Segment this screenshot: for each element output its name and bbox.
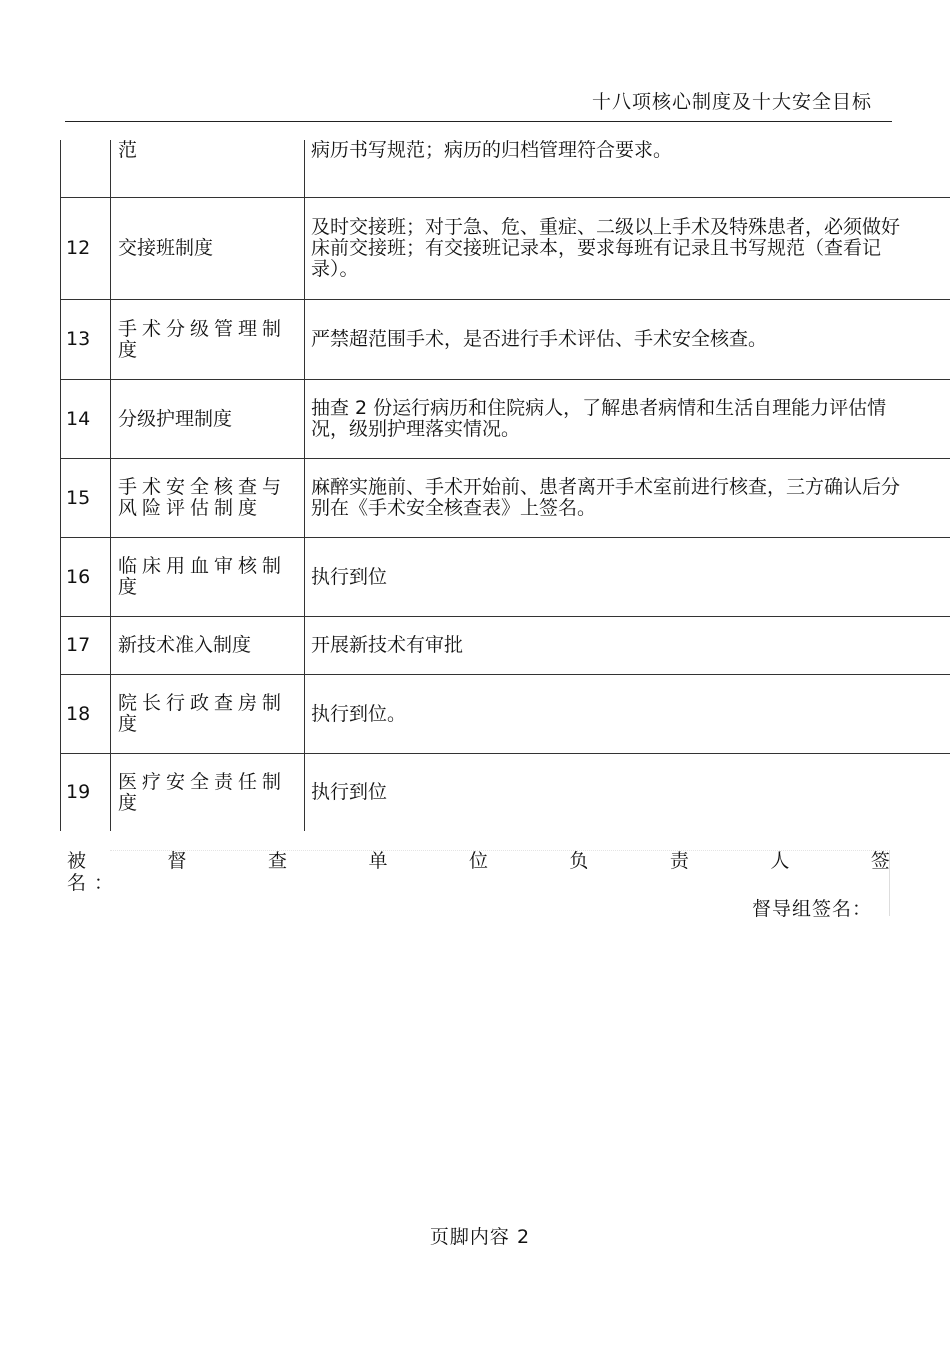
row-number: 12	[66, 237, 91, 259]
table-row	[60, 459, 950, 538]
signature-label-char: 负	[569, 850, 590, 872]
regulation-name: 交接班制度	[118, 237, 214, 259]
table-row	[60, 300, 950, 380]
regulation-name: 手术安全核查与风险评估制度	[118, 476, 287, 519]
table-row	[60, 130, 950, 198]
signature-label-char: 签	[870, 850, 891, 872]
signature-label-char: 位	[468, 850, 489, 872]
signature-label-char: 责	[669, 850, 690, 872]
regulation-requirement: 病历书写规范；病历的归档管理符合要求。	[311, 139, 673, 161]
regulation-requirement: 麻醉实施前、手术开始前、患者离开手术室前进行核查，三方确认后分别在《手术安全核查表》上签名。	[311, 476, 901, 519]
signature-label-char: 查	[267, 850, 288, 872]
table-row	[60, 675, 950, 754]
row-number: 17	[66, 634, 91, 656]
table-row	[60, 754, 950, 831]
regulation-name: 院长行政查房制度	[118, 692, 287, 735]
table-row	[60, 538, 950, 617]
row-number: 16	[66, 565, 91, 588]
table-row	[60, 617, 950, 675]
row-number: 19	[66, 781, 91, 803]
page-header-title: 十八项核心制度及十大安全目标	[591, 91, 872, 113]
regulation-name: 医疗安全责任制度	[118, 770, 287, 814]
regulation-requirement: 抽查 2 份运行病历和住院病人，了解患者病情和生活自理能力评估情况，级别护理落实情况。	[311, 397, 887, 440]
header-divider	[65, 121, 892, 122]
table-row	[60, 380, 950, 459]
row-number: 14	[66, 407, 91, 430]
row-number	[66, 130, 110, 207]
table-row	[60, 198, 950, 300]
regulation-name: 新技术准入制度	[118, 634, 252, 656]
signature-label-char: 单	[368, 850, 389, 872]
signature-label-char: 被	[67, 850, 88, 872]
regulation-name: 分级护理制度	[118, 407, 233, 430]
regulation-requirement: 执行到位	[311, 781, 388, 803]
signature-label-char: 人	[770, 850, 791, 872]
regulation-requirement: 及时交接班；对于急、危、重症、二级以上手术及特殊患者，必须做好床前交接班；有交接班记录本，要求每班有记录且书写规范（查看记录）。	[311, 216, 901, 280]
inspected-unit-leader-signature	[67, 850, 891, 894]
row-number: 15	[66, 486, 91, 509]
signature-label-tail: 名 ：	[67, 872, 115, 894]
regulation-requirement: 开展新技术有审批	[311, 634, 464, 656]
regulation-name: 范	[118, 139, 138, 161]
signature-label-char: 督	[167, 850, 188, 872]
regulation-requirement: 严禁超范围手术，是否进行手术评估、手术安全核查。	[311, 328, 768, 350]
supervision-group-signature: 督导组签名：	[751, 898, 872, 920]
regulation-name: 临床用血审核制度	[118, 555, 287, 598]
row-number: 18	[66, 702, 91, 725]
regulation-requirement: 执行到位。	[311, 702, 407, 725]
row-number: 13	[66, 328, 91, 350]
signature-label-spread	[67, 850, 891, 872]
page-footer: 页脚内容 2	[429, 1226, 531, 1248]
regulation-requirement: 执行到位	[311, 565, 388, 588]
regulation-name: 手术分级管理制度	[118, 317, 287, 361]
